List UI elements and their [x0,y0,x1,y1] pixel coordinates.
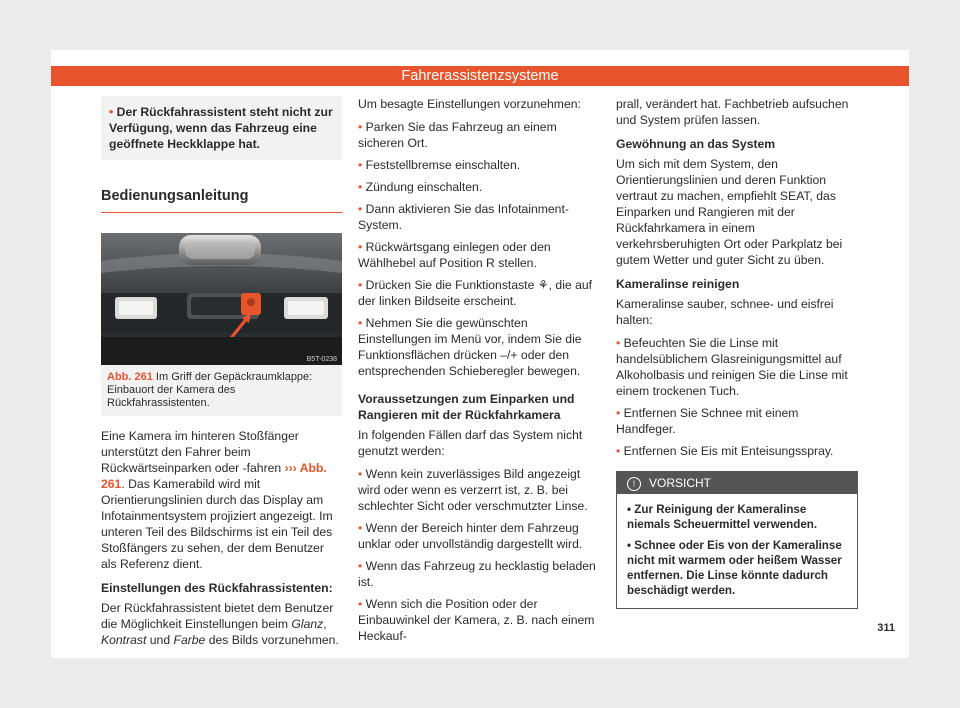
lens-cleaning-heading: Kameralinse reinigen [616,277,740,291]
list-item: • Zur Reinigung der Kameralinse niemals Scheuermittel verwenden. [627,503,818,531]
list-item: • Wenn sich die Position oder der Einbauwinkel der Kamera, z. B. nach einem Heckauf- [358,597,595,643]
section-title: Bedienungsanleitung [101,188,342,213]
list-item: • Nehmen Sie die gewünschten Einstellungen im Menü vor, indem Sie die Funktionsflächen drücken –/+ oder den entsprechenden Schieberegler bewegen. [358,316,582,378]
list-item: • Feststellbremse einschalten. [358,158,521,172]
availability-note: • Der Rückfahrassistent steht nicht zur Verfügung, wenn das Fahrzeug eine geöffnete Heckklappe hat. [101,96,342,160]
steps-intro: Um besagte Einstellungen vorzunehmen: [358,97,581,111]
bullet-icon: • [616,406,621,420]
figure-caption: Abb. 261 Im Griff der Gepäckraumklappe: Einbauort der Kamera des Rückfahrassistenten. [101,365,342,416]
list-item: • Befeuchten Sie die Linse mit handelsüblichem Glasreinigungsmittel auf Alkoholbasis und reinigen Sie die Linse mit einem trockenen Tuch. [616,336,848,398]
bullet-icon: • [358,278,363,292]
list-item: • Zündung einschalten. [358,180,483,194]
getting-used-heading: Gewöhnung an das System [616,137,776,151]
bullet-icon: • [627,539,632,552]
bullet-icon: • [358,467,363,481]
intro-paragraph: Eine Kamera im hinteren Stoßfänger unterstützt den Fahrer beim Rückwärtseinparken oder -fahren ››› Abb. 261. Das Kamerabild wird mit Orientierungslinien durch das Display am Infotainmentsystem projiziert angezeigt. Im unteren Teil des Bildschirms ist ein Teil des Stoßfängers zu sehen, der dem Benutzer als Referenz dient. [101,429,333,571]
list-item: • Wenn der Bereich hinter dem Fahrzeug unklar oder unvollständig dargestellt wird. [358,521,583,551]
figure-code: B5T-0238 [306,356,337,363]
bullet-icon: • [627,503,632,516]
bullet-icon: • [358,120,363,134]
bullet-icon: • [616,444,621,458]
list-item: • Parken Sie das Fahrzeug an einem sicheren Ort. [358,120,557,150]
caution-box [616,471,858,609]
page-number: 311 [877,622,895,634]
list-item: • Rückwärtsgang einlegen oder den Wählhebel auf Position R stellen. [358,240,551,270]
bullet-icon: • [358,559,363,573]
requirements-heading: Voraussetzungen zum Einparken und Rangieren mit der Rückfahrkamera [358,392,575,422]
caution-header: ! VORSICHT [617,472,857,494]
bullet-icon: • [358,521,363,535]
info-circle-icon: ! [627,477,641,491]
list-item: • Entfernen Sie Eis mit Enteisungsspray. [616,444,834,458]
column-2 [358,96,601,650]
getting-used-paragraph: Um sich mit dem System, den Orientierungslinien und deren Funktion vertraut zu machen, empfiehlt SEAT, das Einparken und Rangieren mit der Rückfahrkamera in einem verkehrsberuhigten Ort oder Parkplatz bei gutem Wetter und guter Sicht zu üben. [616,157,843,267]
requirements-intro: In folgenden Fällen darf das System nicht genutzt werden: [358,428,583,458]
bullet-icon: • [358,158,363,172]
continued-text: prall, verändert hat. Fachbetrieb aufsuchen und System prüfen lassen. [616,97,849,127]
bullet-icon: • [358,316,363,330]
bullet-icon: • [358,180,363,194]
figure-reference-link[interactable]: ››› Abb. 261 [101,461,327,491]
tailgate-camera-illustration [101,233,342,365]
camera-figure [101,233,342,365]
list-item: • Wenn kein zuverlässiges Bild angezeigt wird oder wenn es verzerrt ist, z. B. bei schlechter Sicht oder verschmutzter Linse. [358,467,588,513]
settings-paragraph: Der Rückfahrassistent bietet dem Benutzer die Möglichkeit Einstellungen beim Glanz, Kontrast und Farbe des Bilds vorzunehmen. [101,601,339,647]
bullet-icon: • [358,597,363,611]
lens-cleaning-intro: Kameralinse sauber, schnee- und eisfrei halten: [616,297,834,327]
list-item: • Wenn das Fahrzeug zu hecklastig beladen ist. [358,559,596,589]
chapter-header: Fahrerassistenzsysteme [51,66,909,86]
figure-label: Abb. 261 [107,371,153,383]
list-item: • Entfernen Sie Schnee mit einem Handfeger. [616,406,799,436]
settings-heading: Einstellungen des Rückfahrassistenten: [101,581,333,595]
column-1 [101,96,342,655]
list-item: • Drücken Sie die Funktionstaste ⚘, die auf der linken Bildseite erscheint. [358,278,593,308]
bullet-icon: • [358,240,363,254]
caution-body [617,494,857,608]
bullet-icon: • [358,202,363,216]
column-3 [616,96,858,609]
list-item: • Schnee oder Eis von der Kameralinse nicht mit warmem oder heißem Wasser entfernen. Die Linse könnte dadurch beschädigt werden. [627,539,842,597]
manual-page [51,50,909,658]
list-item: • Dann aktivieren Sie das Infotainment-System. [358,202,569,232]
bullet-icon: • [109,105,114,119]
bullet-icon: • [616,336,621,350]
